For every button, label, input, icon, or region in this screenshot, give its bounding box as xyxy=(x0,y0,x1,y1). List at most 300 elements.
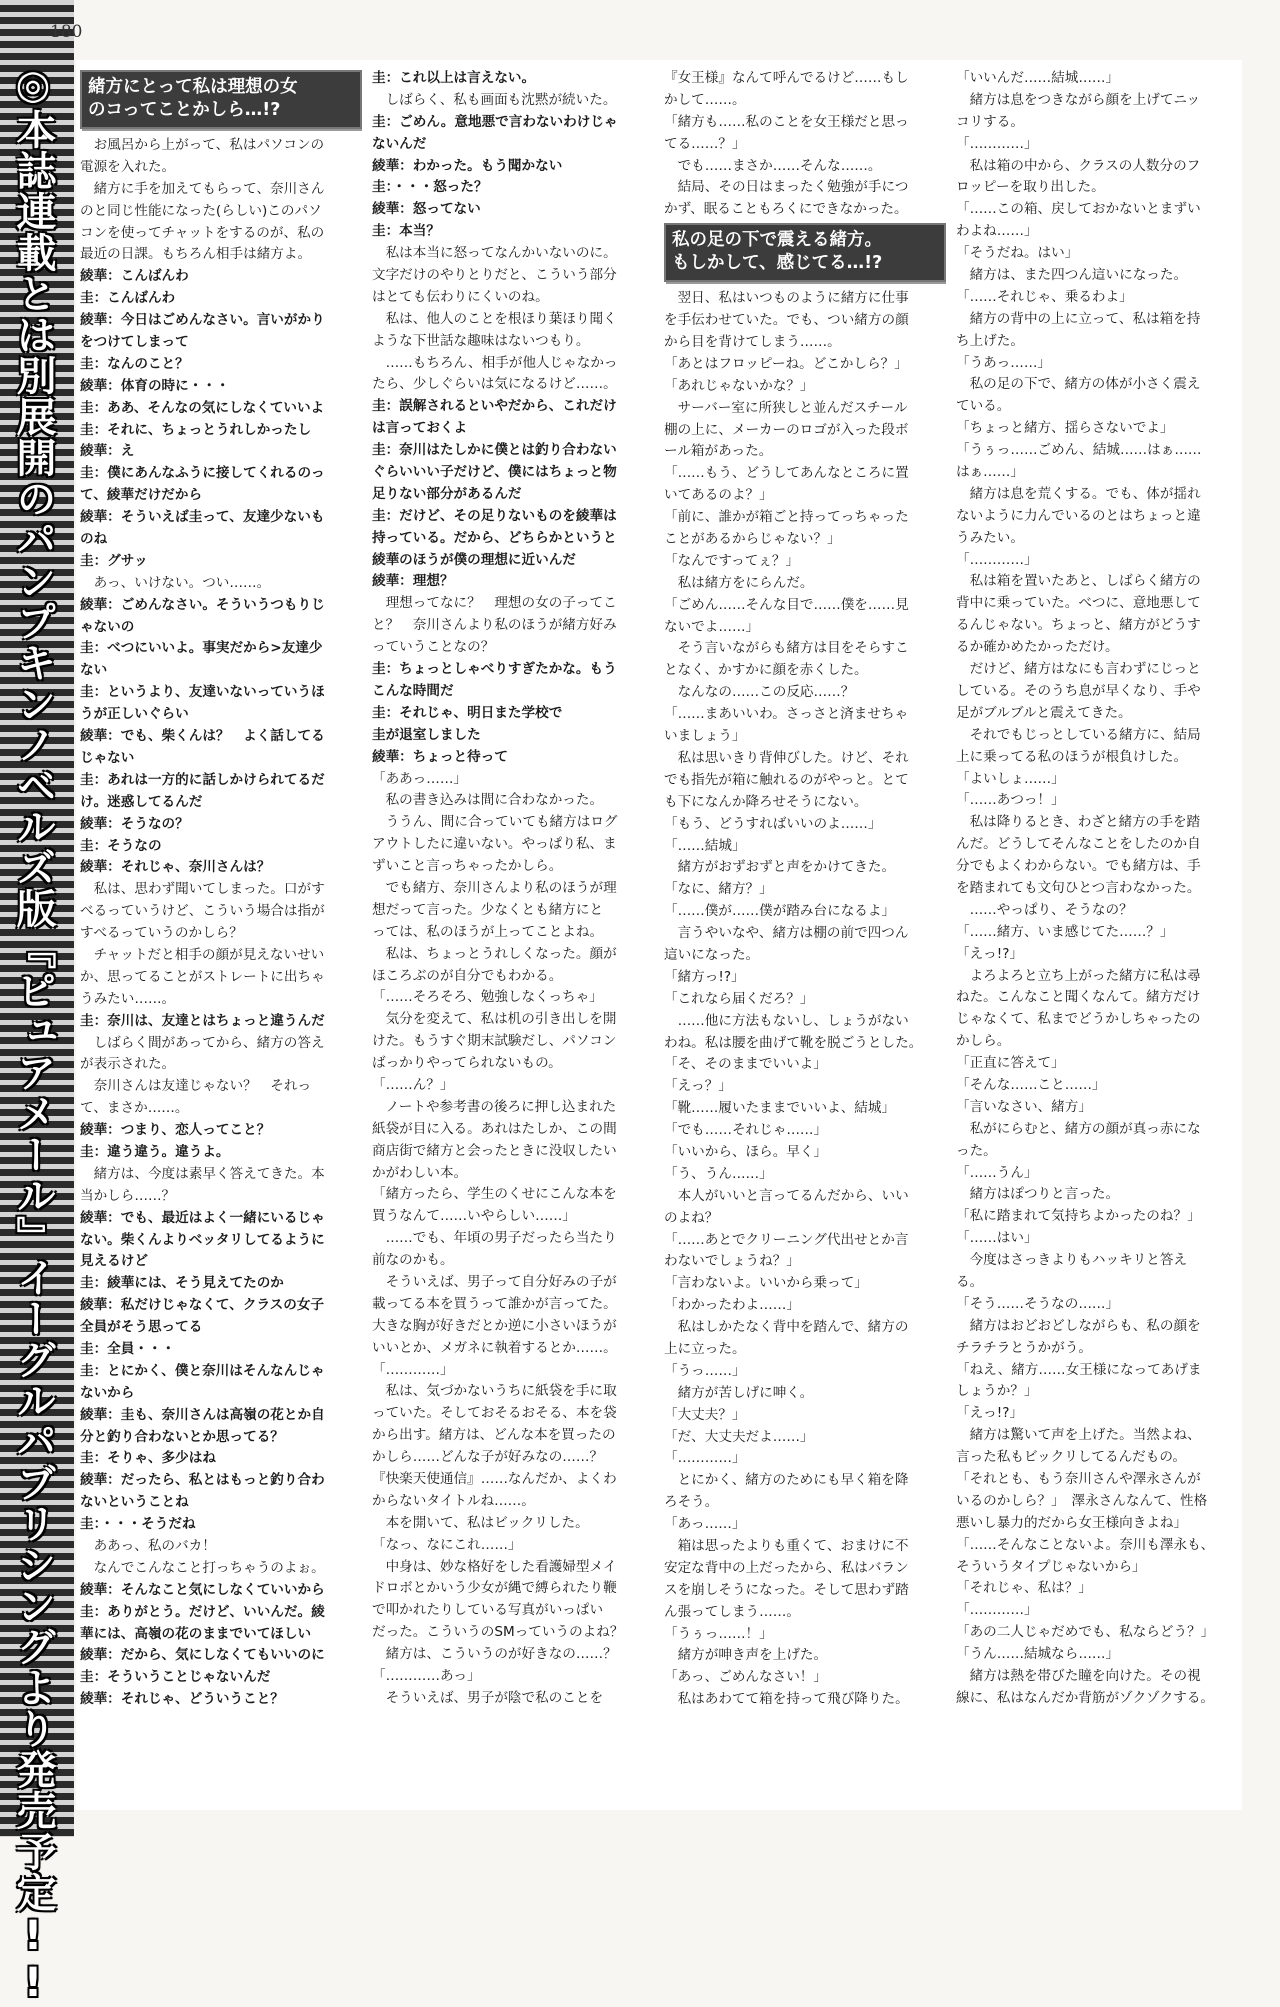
chat-line: ないということね xyxy=(80,1494,189,1511)
narration-line: 奈川さんは友達じゃない？ それっ xyxy=(80,1078,312,1095)
narration-line: うみたい……。 xyxy=(80,990,176,1007)
narration-line: 「靴……履いたままでいいよ、結城」 xyxy=(664,1100,896,1117)
narration-line: 「ちょっと緒方、揺らさないでよ」 xyxy=(956,420,1174,437)
chat-line: て、綾華だけだから xyxy=(80,487,203,504)
narration-line: いるのかしら？」 澤永さんなんて、性格 xyxy=(956,1492,1208,1509)
chat-line: 綾華：ごめんなさい。そういうつもりじ xyxy=(80,596,325,613)
narration-line: 緒方は息を荒くする。でも、体が揺れ xyxy=(956,485,1201,502)
chat-line: ない xyxy=(80,662,108,679)
narration-line: るんじゃない。ちょっと、緒方がどうす xyxy=(956,617,1201,634)
narration-line: でも緒方、奈川さんより私のほうが理 xyxy=(372,879,617,896)
chat-line: 綾華：圭も、奈川さんは高嶺の花とか自 xyxy=(80,1406,325,1423)
narration-line: それでもじっとしている緒方に、結局 xyxy=(956,726,1201,743)
narration-line: 『快楽天使通信』……なんだか、よくわ xyxy=(372,1471,617,1487)
narration-line: よろよろと立ち上がった緒方に私は尋 xyxy=(956,967,1201,984)
chat-line: のね xyxy=(80,531,108,548)
section-heading xyxy=(664,223,946,282)
chat-line: ないんだ xyxy=(372,135,427,152)
narration-line: を手伝わせていた。でも、つい緒方の顔 xyxy=(664,312,909,329)
narration-line: 緒方はぽつりと言った。 xyxy=(956,1186,1120,1203)
narration-line: 這いになった。 xyxy=(664,946,760,963)
narration-line: わよね……」 xyxy=(956,223,1038,240)
narration-line: 緒方がおずおずと声をかけてきた。 xyxy=(664,859,896,876)
narration-line: 緒方が苦しげに呻く。 xyxy=(664,1384,814,1401)
narration-line: てる……？」 xyxy=(664,135,746,152)
chat-line: 持っている。だから、どちらかというと xyxy=(372,529,617,546)
narration-line: 「……うん」 xyxy=(956,1164,1038,1181)
narration-line: から目を背けてしまう……。 xyxy=(664,334,841,351)
chat-line: 圭：本当？ xyxy=(372,223,440,240)
narration-line: 商店街で緒方と会ったときに没収したい xyxy=(372,1142,617,1159)
side-banner-text: ◎本誌連載とは別展開のパンプキンノベルズ版『ピュアメール』イーグルパブリシングより発売予定!! xyxy=(10,62,56,2007)
chat-line: 圭：ありがとう。だけど、いいんだ。綾 xyxy=(80,1603,325,1620)
narration-line: 大きな胸が好きだとか逆に小さいほうが xyxy=(372,1317,617,1334)
section-heading-line: もしかして、感じてる…!? xyxy=(672,253,883,274)
chat-line: 圭：僕にあんなふうに接してくれるのっ xyxy=(80,465,325,482)
narration-line: 「……緒方、いま感じてた……？」 xyxy=(956,923,1174,940)
narration-line: 中身は、妙な格好をした看護婦型メイ xyxy=(372,1558,617,1575)
narration-line: ばっかりやってられないもの。 xyxy=(372,1055,562,1072)
side-banner xyxy=(0,62,66,2007)
narration-line: 「言いなさい、緒方」 xyxy=(956,1098,1092,1115)
narration-line: 緒方の背中の上に立って、私は箱を持 xyxy=(956,310,1201,327)
narration-line: 「緒方っ!?」 xyxy=(664,968,745,985)
narration-line: 「あの二人じゃだめでも、私ならどう？」 xyxy=(956,1624,1215,1641)
narration-line: ねた。こんなこと聞くなんて。緒方だけ xyxy=(956,989,1201,1006)
narration-line: 「あっ、ごめんなさい！」 xyxy=(664,1669,827,1686)
narration-line: かず、眠ることもろくにできなかった。 xyxy=(664,201,908,218)
chat-line: こんな時間だ xyxy=(372,682,454,699)
narration-line: 「うん……結城なら……」 xyxy=(956,1646,1120,1663)
narration-line: も下になんか降ろせそうにない。 xyxy=(664,793,868,810)
narration-line: はぁ……」 xyxy=(956,464,1024,481)
narration-line: でも……まさか……そんな……。 xyxy=(664,157,882,174)
narration-line: 緒方は、こういうのが好きなの……？ xyxy=(372,1646,617,1663)
narration-line: 文字だけのやりとりだと、こういう部分 xyxy=(372,267,617,284)
narration-line: から出す。緒方は、どんな本を買ったの xyxy=(372,1427,616,1444)
narration-line: ないでよ……」 xyxy=(664,618,760,635)
narration-line: 私は、ちょっとうれしくなった。顔が xyxy=(372,945,617,962)
narration-line: だった。こういうのSMっていうのよね？ xyxy=(372,1624,624,1641)
narration-line: 「…………」 xyxy=(372,1361,454,1378)
narration-line: 緒方は、今度は素早く答えてきた。本 xyxy=(80,1165,325,1182)
narration-line: 結局、その日はまったく勉強が手につ xyxy=(664,179,909,196)
text-column xyxy=(80,68,362,1803)
page-number: 180 xyxy=(50,22,83,42)
narration-line: 最近の日課。もちろん相手は緒方よ。 xyxy=(80,246,312,263)
narration-line: 「えっ？」 xyxy=(664,1078,732,1095)
chat-line: 綾華：だから、気にしなくてもいいのに xyxy=(80,1647,325,1664)
chat-line: 圭：そりゃ、多少はね xyxy=(80,1450,216,1467)
narration-line: 私は、他人のことを根ほり葉ほり聞く xyxy=(372,310,617,327)
narration-line: 「言わないよ。いいから乗って」 xyxy=(664,1275,868,1292)
narration-line: そう言いながらも緒方は目をそらすこ xyxy=(664,640,909,657)
narration-line: った。 xyxy=(956,1142,997,1159)
narration-line: 緒方は驚いて声を上げた。当然よね、 xyxy=(956,1427,1201,1444)
text-column xyxy=(664,68,946,1803)
narration-line: 緒方が呻き声を上げた。 xyxy=(664,1647,828,1664)
narration-line: 「わかったわよ……」 xyxy=(664,1297,800,1314)
narration-line: 「あれじゃないかな？」 xyxy=(664,377,814,394)
narration-line: 「あとはフロッピーね。どこかしら？」 xyxy=(664,355,908,372)
narration-line: 私は本当に怒ってなんかいないのに。 xyxy=(372,245,617,262)
narration-line: ……他に方法もないし、しょうがない xyxy=(664,1012,909,1029)
narration-line: すべるっていうのかしら？ xyxy=(80,925,243,942)
chat-line: 綾華：それじゃ、どういうこと？ xyxy=(80,1691,284,1708)
narration-line: 緒方は息をつきながら顔を上げてニッ xyxy=(956,91,1201,108)
narration-line: 私はあわてて箱を持って飛び降りた。 xyxy=(664,1691,909,1708)
narration-line: 「なっ、なにこれ……」 xyxy=(372,1536,522,1553)
chat-line: 綾華：それじゃ、奈川さんは？ xyxy=(80,859,271,876)
narration-line: じゃなくて、私までどうかしちゃったの xyxy=(956,1011,1201,1028)
chat-line: 圭：そうなの xyxy=(80,837,162,854)
narration-line: 「そうだね。はい」 xyxy=(956,245,1079,262)
narration-line: っていうことなの？ xyxy=(372,639,495,656)
narration-line: 私は箱を置いたあと、しばらく緒方の xyxy=(956,573,1201,590)
narration-line: 「……それじゃ、乗るわよ」 xyxy=(956,288,1133,305)
narration-line: 「そう……そうなの……」 xyxy=(956,1295,1120,1312)
text-column xyxy=(372,68,654,1803)
narration-line: 箱は思ったよりも重くて、おまけに不 xyxy=(664,1538,909,1554)
narration-line: 紙袋が目に入る。あれはたしか、この間 xyxy=(372,1120,617,1137)
chat-line: 綾華：そんなこと気にしなくていいから xyxy=(80,1581,325,1598)
chat-line: 綾華：でも、最近はよく一緒にいるじゃ xyxy=(80,1209,325,1226)
narration-line: 「あっ……」 xyxy=(664,1516,746,1533)
narration-line: 前なのかも。 xyxy=(372,1252,454,1269)
narration-line: なんなの……この反応……？ xyxy=(664,684,855,701)
narration-line: 「うぅっ……！」 xyxy=(664,1625,773,1642)
narration-line: 「…………」 xyxy=(664,1450,746,1467)
narration-line: 気分を変えて、私は机の引き出しを開 xyxy=(372,1011,617,1028)
narration-line: 今度はさっきよりもハッキリと答え xyxy=(956,1252,1188,1269)
narration-line: 「……あとでクリーニング代出せとか言 xyxy=(664,1231,909,1248)
chat-line: 圭：べつにいいよ。事実だから>友達少 xyxy=(80,640,323,657)
narration-line: 本人がいいと言ってるんだから、いい xyxy=(664,1187,909,1204)
narration-line: そういえば、男子が陰で私のことを xyxy=(372,1689,604,1706)
chat-line: 見えるけど xyxy=(80,1253,148,1270)
narration-line: 「……まあいいわ。さっさと済ませちゃ xyxy=(664,706,909,723)
chat-line: 綾華：今日はごめんなさい。言いがかり xyxy=(80,312,325,329)
narration-line: となく、かすかに顔を赤くした。 xyxy=(664,662,868,679)
chat-line: 圭：・・・怒った？ xyxy=(372,179,488,196)
chat-line: 圭：なんのこと？ xyxy=(80,355,189,372)
narration-line: が表示された。 xyxy=(80,1056,176,1073)
narration-line: 「……もう、どうしてあんなところに置 xyxy=(664,465,909,482)
chat-line: 圭が退室しました xyxy=(372,726,481,743)
narration-line: 私は、思わず聞いてしまった。口がす xyxy=(80,881,325,898)
narration-line: 「……僕が……僕が踏み台になるよ」 xyxy=(664,903,896,920)
narration-line: たら、少しぐらいは気になるけど……。 xyxy=(372,376,617,393)
chat-line: 圭：これ以上は言えない。 xyxy=(372,70,536,86)
chat-line: 圭：そういうことじゃないんだ xyxy=(80,1669,271,1686)
narration-line: 「…………」 xyxy=(956,1602,1038,1619)
narration-line: ずいこと言っちゃったかしら。 xyxy=(372,858,563,875)
narration-line: べるっていうけど、こういう場合は指が xyxy=(80,903,325,920)
narration-line: はとても伝わりにくいのね。 xyxy=(372,288,549,305)
narration-line: 「…………あっ」 xyxy=(372,1668,481,1685)
narration-line: しばらく、私も画面も沈黙が続いた。 xyxy=(372,91,617,108)
narration-line: しょうか？」 xyxy=(956,1383,1038,1400)
narration-line: 「でも……それじゃ……」 xyxy=(664,1122,828,1139)
narration-line: 「いいんだ……結城……」 xyxy=(956,70,1120,86)
section-heading xyxy=(80,70,362,129)
narration-line: 「う、うん……」 xyxy=(664,1165,773,1182)
narration-line: ……もちろん、相手が他人じゃなかっ xyxy=(372,354,618,371)
narration-line: 線に、私はなんだか背筋がゾクゾクする。 xyxy=(956,1689,1215,1706)
narration-line: サーバー室に所狭しと並んだスチール xyxy=(664,399,908,416)
chat-line: 綾華：え xyxy=(80,443,135,460)
narration-line: チラチラとうかがう。 xyxy=(956,1339,1092,1356)
narration-line: 当かしら……？ xyxy=(80,1187,176,1204)
narration-line: 「…………」 xyxy=(956,551,1038,568)
chat-line: 圭：誤解されるといやだから、これだけ xyxy=(372,398,617,415)
narration-line: 「……結城」 xyxy=(664,837,746,854)
narration-line: 「…………」 xyxy=(956,135,1038,152)
narration-line: ろそう。 xyxy=(664,1494,719,1511)
narration-line: 棚の上に、メーカーのロゴが入った段ボ xyxy=(664,421,909,438)
chat-line: 華には、高嶺の花のままでいてほしい xyxy=(80,1625,312,1642)
narration-line: 「なに、緒方？」 xyxy=(664,881,773,898)
section-heading-line: のコってことかしら…!? xyxy=(88,100,281,120)
narration-line: ……やっぱり、そうなの？ xyxy=(956,901,1133,918)
narration-line: お風呂から上がって、私はパソコンの xyxy=(80,137,325,153)
chat-line: 綾華：だったら、私とはもっと釣り合わ xyxy=(80,1472,325,1489)
narration-line: ……でも、年頃の男子だったら当たり xyxy=(372,1230,617,1247)
narration-line: チャットだと相手の顔が見えないせい xyxy=(80,946,325,963)
chat-line: ない。柴くんよりベッタリしてるように xyxy=(80,1231,325,1248)
chat-line: 綾華：わかった。もう聞かない xyxy=(372,157,563,174)
narration-line: 「そ、そのままでいいよ」 xyxy=(664,1056,827,1073)
chat-line: 足りない部分があるんだ xyxy=(372,485,522,502)
narration-line: のと同じ性能になった(らしい)このパソ xyxy=(80,202,322,219)
chat-line: 綾華：つまり、恋人ってこと？ xyxy=(80,1122,271,1139)
narration-line: 緒方はおどおどしながらも、私の顔を xyxy=(956,1317,1201,1334)
narration-line: ノートや参考書の後ろに押し込まれた xyxy=(372,1098,617,1115)
chat-line: 圭：奈川は、友達とはちょっと違うんだ xyxy=(80,1012,325,1029)
narration-line: 「よいしょ……」 xyxy=(956,770,1065,787)
chat-line: 綾華：こんばんわ xyxy=(80,268,189,285)
narration-line: からないタイトルね……。 xyxy=(372,1492,535,1509)
narration-line: わね。私は腰を曲げて靴を脱ごうとした。 xyxy=(664,1034,923,1051)
narration-line: 「ねえ、緒方……女王様になってあげま xyxy=(956,1361,1202,1378)
text-column xyxy=(956,68,1238,1803)
chat-line: 綾華：私だけじゃなくて、クラスの女子 xyxy=(80,1297,325,1314)
narration-line: 買うなんて……いやらしい……」 xyxy=(372,1208,576,1225)
narration-line: わないでしょうね？」 xyxy=(664,1253,800,1270)
section-heading-line: 私の足の下で震える緒方。 xyxy=(672,230,882,251)
narration-line: 「うぅっ……ごめん、結城……はぁ…… xyxy=(956,442,1202,459)
narration-line: 「それじゃ、私は？」 xyxy=(956,1580,1092,1597)
narration-line: 想だって言った。少なくとも緒方にと xyxy=(372,901,604,918)
chat-line: け。迷惑してるんだ xyxy=(80,793,203,810)
narration-line: 電源を入れた。 xyxy=(80,158,176,175)
narration-line: 「……そんなことないよ。奈川も澤永も、 xyxy=(956,1536,1215,1553)
chat-line: 圭：・・・そうだね xyxy=(80,1516,196,1533)
narration-line: 「私に踏まれて気持ちよかったのね？」 xyxy=(956,1208,1201,1225)
chat-line: は言っておくよ xyxy=(372,420,468,437)
narration-line: コンを使ってチャットをするのが、私の xyxy=(80,224,325,241)
article-body xyxy=(76,60,1242,1810)
narration-line: 「……そろそろ、勉強しなくっちゃ」 xyxy=(372,989,603,1006)
narration-line: 本を開いて、私はビックリした。 xyxy=(372,1514,589,1531)
chat-line: 綾華：怒ってない xyxy=(372,201,481,218)
chat-line: 分と釣り合わないとか思ってる？ xyxy=(80,1428,284,1445)
narration-line: 言った私もビックリしてるんだもの。 xyxy=(956,1449,1187,1466)
narration-line: いいとか、メガネに執着するとか……。 xyxy=(372,1339,617,1356)
narration-line: と？ 奈川さんより私のほうが緒方好み xyxy=(372,617,617,634)
chat-line: 圭：ああ、そんなの気にしなくていいよ xyxy=(80,399,325,416)
narration-line: 私の足の下で、緒方の体が小さく震え xyxy=(956,376,1201,393)
chat-line: 圭：全員・・・ xyxy=(80,1340,176,1357)
narration-line: ような下世話な趣味はないつもり。 xyxy=(372,332,590,349)
narration-line: 私は思いきり背伸びした。けど、それ xyxy=(664,749,909,766)
chat-line: 圭：それじゃ、明日また学校で xyxy=(372,704,563,721)
chat-line: 圭：だけど、その足りないものを綾華は xyxy=(372,507,617,524)
narration-line: て、まさか……。 xyxy=(80,1100,189,1117)
narration-line: 「もう、どうすればいいのよ……」 xyxy=(664,815,882,832)
narration-line: 「それとも、もう奈川さんや澤永さんが xyxy=(956,1471,1201,1487)
chat-line: 綾華：そうなの？ xyxy=(80,815,189,832)
narration-line: 安定な背中の上だったから、私はバラン xyxy=(664,1559,909,1576)
chat-line: 圭：それに、ちょっとうれしかったし xyxy=(80,421,312,438)
narration-line: 翌日、私はいつものように緒方に仕事 xyxy=(664,290,909,307)
narration-line: ないように力んでいるのとはちょっと違 xyxy=(956,507,1201,524)
narration-line: んだ。どうしてそんなことをしたのか自 xyxy=(956,836,1201,853)
narration-line: 私は緒方をにらんだ。 xyxy=(664,574,814,591)
narration-line: っていた。そしておそるおそる、本を袋 xyxy=(372,1405,617,1422)
narration-line: ドロボとかいう少女が縄で縛られたり鞭 xyxy=(372,1580,617,1597)
narration-line: そういうタイプじゃないから」 xyxy=(956,1558,1146,1575)
chat-line: ゃないの xyxy=(80,618,135,635)
chat-line: をつけてしまって xyxy=(80,334,189,351)
narration-line: 「だ、大丈夫だよ……」 xyxy=(664,1428,814,1445)
narration-line: 緒方に手を加えてもらって、奈川さん xyxy=(80,180,325,197)
narration-line: 悪いし暴力的だから女王様向きよね」 xyxy=(956,1514,1188,1531)
narration-line: あっ、いけない。つい……。 xyxy=(80,574,271,591)
chat-line: 圭：奈川はたしかに僕とは釣り合わない xyxy=(372,442,617,459)
narration-line: している。そのうち息が早くなり、手や xyxy=(956,682,1201,699)
narration-line: ール箱があった。 xyxy=(664,443,773,460)
narration-line: 「……あつっ！」 xyxy=(956,792,1065,809)
narration-line: ことがあるからじゃない？」 xyxy=(664,531,841,548)
chat-line: ぐらいいい子だけど、僕にはちょっと物 xyxy=(372,464,617,481)
narration-line: 「緒方も……私のことを女王様だと思っ xyxy=(664,113,909,130)
narration-line: 「うあっ……」 xyxy=(956,354,1052,371)
narration-line: る。 xyxy=(956,1273,984,1290)
narration-line: ん張ってしまう……。 xyxy=(664,1603,800,1620)
chat-line: 綾華のほうが僕の理想に近いんだ xyxy=(372,551,576,568)
narration-line: 私は、気づかないうちに紙袋を手に取 xyxy=(372,1383,617,1400)
narration-line: のよね？ xyxy=(664,1209,719,1226)
narration-line: 私はしかたなく背中を踏んで、緒方の xyxy=(664,1319,909,1336)
narration-line: を踏まれても文句ひとつ言わなかった。 xyxy=(956,879,1201,896)
narration-line: 私は降りるとき、わざと緒方の手を踏 xyxy=(956,814,1201,831)
chat-line: ないから xyxy=(80,1384,135,1401)
narration-line: 「えっ!?」 xyxy=(956,1405,1024,1422)
narration-line: っては、私のほうが上ってことよね。 xyxy=(372,923,604,940)
narration-line: ほころぶのが自分でもわかる。 xyxy=(372,967,563,984)
chat-line: 綾華：体育の時に・・・ xyxy=(80,377,230,394)
narration-line: うみたい。 xyxy=(956,529,1024,546)
chat-line: 圭：グサッ xyxy=(80,552,148,569)
narration-line: 上に立った。 xyxy=(664,1340,746,1357)
narration-line: でも指先が箱に触れるのがやっと。とて xyxy=(664,771,909,788)
narration-line: 緒方は、また四つん這いになった。 xyxy=(956,267,1188,284)
narration-line: なんでこんなこと打っちゃうのよぉ。 xyxy=(80,1559,325,1576)
chat-line: 全員がそう思ってる xyxy=(80,1319,203,1336)
chat-line: うが正しいぐらい xyxy=(80,706,189,723)
narration-line: 「前に、誰かが箱ごと持ってっちゃった xyxy=(664,509,909,526)
chat-line: 綾華：理想？ xyxy=(372,573,454,590)
chat-line: 圭：こんばんわ xyxy=(80,290,176,307)
chat-line: 圭：とにかく、僕と奈川はそんなんじゃ xyxy=(80,1362,325,1379)
chat-line: 綾華：ちょっと待って xyxy=(372,748,508,765)
narration-line: 背中に乗っていた。べつに、意地悪して xyxy=(956,595,1201,612)
chat-line: 圭：ちょっとしゃべりすぎたかな。もう xyxy=(372,661,617,678)
narration-line: 「これなら届くだろ？」 xyxy=(664,990,814,1007)
narration-line: 私は箱の中から、クラスの人数分のフ xyxy=(956,157,1201,174)
narration-line: コリする。 xyxy=(956,113,1024,130)
narration-line: 「えっ!?」 xyxy=(956,945,1024,962)
narration-line: かがわしい本。 xyxy=(372,1164,468,1181)
narration-line: けた。もうすぐ期末試験だし、パソコン xyxy=(372,1033,617,1050)
narration-line: 「……この箱、戻しておかないとまずい xyxy=(956,201,1201,218)
narration-line: ロッピーを取り出した。 xyxy=(956,179,1105,196)
section-heading-line: 緒方にとって私は理想の女 xyxy=(88,77,298,97)
narration-line: かして……。 xyxy=(664,91,746,108)
narration-line: 「……ん？」 xyxy=(372,1076,454,1093)
narration-line: しばらく間があってから、緒方の答え xyxy=(80,1034,325,1051)
narration-line: 緒方は熱を帯びた瞳を向けた。その視 xyxy=(956,1668,1201,1685)
narration-line: いてあるのよ？」 xyxy=(664,487,773,504)
narration-line: 私の書き込みは間に合わなかった。 xyxy=(372,792,604,809)
chat-line: 圭：というより、友達いないっていうほ xyxy=(80,684,325,701)
chat-line: 圭：綾華には、そう見えてたのか xyxy=(80,1275,284,1292)
narration-line: で叩かれたりしている写真がいっぱい xyxy=(372,1602,604,1619)
narration-line: だけど、緒方はなにも言わずにじっと xyxy=(956,661,1201,678)
narration-line: ううん、間に合っていても緒方はログ xyxy=(372,814,618,831)
chat-line: 圭：違う違う。違うよ。 xyxy=(80,1143,230,1160)
narration-line: 「なんですってぇ？」 xyxy=(664,552,800,569)
narration-line: 「大丈夫？」 xyxy=(664,1406,746,1423)
narration-line: 言うやいなや、緒方は棚の前で四つん xyxy=(664,925,909,942)
narration-line: 理想ってなに？ 理想の女の子ってこ xyxy=(372,595,617,612)
narration-line: 「ごめん……そんな目で……僕を……見 xyxy=(664,596,909,613)
narration-line: 『女王様』なんて呼んでるけど……もし xyxy=(664,70,909,86)
narration-line: 分でもよくわからない。でも緒方は、手 xyxy=(956,858,1201,875)
chat-line: 綾華：そういえば圭って、友達少ないも xyxy=(80,509,325,526)
chat-line: 綾華：でも、柴くんは？ よく話してる xyxy=(80,728,325,745)
narration-line: ている。 xyxy=(956,398,1011,415)
narration-line: 私がにらむと、緒方の顔が真っ赤にな xyxy=(956,1120,1201,1137)
narration-line: アウトしたに違いない。やっぱり私、ま xyxy=(372,836,617,853)
narration-line: 載ってる本を買うって誰かが言ってた。 xyxy=(372,1295,617,1312)
narration-line: ああっ、私のバカ！ xyxy=(80,1538,216,1554)
narration-line: かしら。 xyxy=(956,1033,1011,1050)
narration-line: 「緒方ったら、学生のくせにこんな本を xyxy=(372,1186,617,1203)
narration-line: 「そんな……こと……」 xyxy=(956,1076,1106,1093)
narration-line: とにかく、緒方のためにも早く箱を降 xyxy=(664,1472,909,1489)
narration-line: いましょう」 xyxy=(664,728,746,745)
narration-line: そういえば、男子って自分好みの子が xyxy=(372,1273,617,1290)
narration-line: ち上げた。 xyxy=(956,332,1024,349)
narration-line: 「正直に答えて」 xyxy=(956,1055,1065,1072)
narration-line: 「いいから、ほら。早く」 xyxy=(664,1143,828,1160)
narration-line: 「うっ……」 xyxy=(664,1362,746,1379)
narration-line: 「……はい」 xyxy=(956,1230,1038,1247)
narration-line: 上に乗ってる私のほうが根負けした。 xyxy=(956,748,1188,765)
narration-line: スを崩しそうになった。そして思わず踏 xyxy=(664,1581,909,1598)
